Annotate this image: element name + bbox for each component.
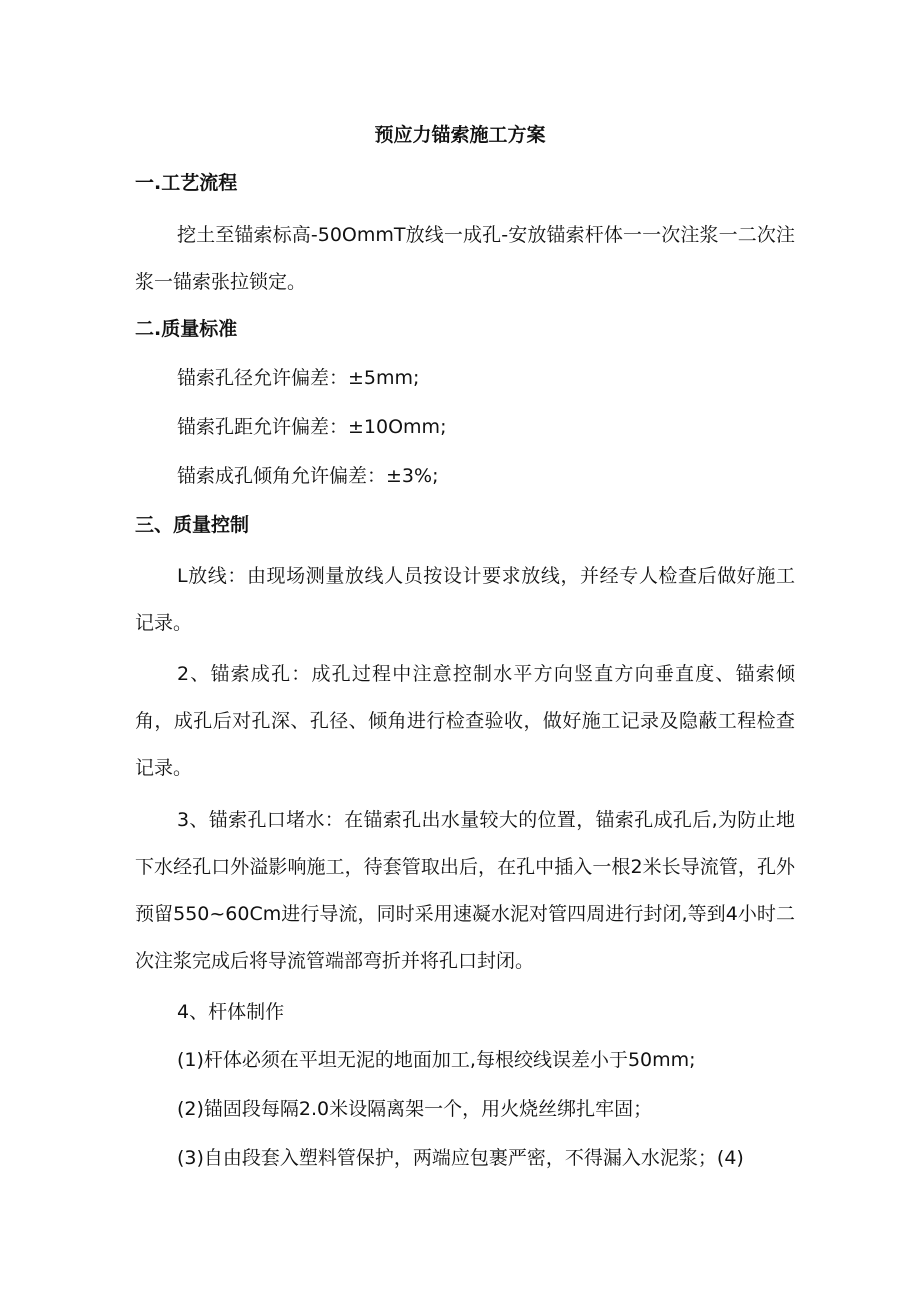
control-item-2: (2)锚固段每隔2.0米设隔离架一个，用火烧丝绑扎牢固； xyxy=(177,1098,653,1120)
standard-item-angle: 锚索成孔倾角允许偏差：±3%; xyxy=(177,465,439,487)
section-heading-quality-standard: 二.质量标准 xyxy=(135,318,238,340)
section-heading-process: 一.工艺流程 xyxy=(135,172,238,194)
document-title: 预应力锚索施工方案 xyxy=(374,124,546,146)
standard-item-diameter: 锚索孔径允许偏差：±5mm; xyxy=(177,367,420,389)
control-paragraph-drilling: 2、锚索成孔：成孔过程中注意控制水平方向竖直方向垂直度、锚索倾角，成孔后对孔深、孔径、倾角进行检查验收，做好施工记录及隐蔽工程检查记录。 xyxy=(135,663,795,779)
control-paragraph-layout: L放线：由现场测量放线人员按设计要求放线，并经专人检查后做好施工记录。 xyxy=(135,565,795,634)
control-item-1: (1)杆体必须在平坦无泥的地面加工,每根绞线误差小于50mm; xyxy=(177,1049,696,1071)
control-item-3: (3)自由段套入塑料管保护，两端应包裹严密，不得漏入水泥浆；(4) xyxy=(177,1147,744,1169)
control-item-tendon-fabrication: 4、杆体制作 xyxy=(177,1001,285,1023)
standard-item-spacing: 锚索孔距允许偏差：±10Omm; xyxy=(177,416,447,438)
process-paragraph: 挖土至锚索标高-50OmmT放线一成孔-安放锚索杆体一一次注浆一二次注浆一锚索张拉锁定。 xyxy=(135,224,795,293)
control-paragraph-water-sealing: 3、锚索孔口堵水：在锚索孔出水量较大的位置，锚索孔成孔后,为防止地下水经孔口外溢影响施工，待套管取出后，在孔中插入一根2米长导流管，孔外预留550~60Cm进行导流，同时采用速凝水泥对管四周进行封闭,等到4小时二次注浆完成后将导流管端部弯折并将孔口封闭。 xyxy=(135,809,795,972)
section-heading-quality-control: 三、质量控制 xyxy=(135,514,250,536)
